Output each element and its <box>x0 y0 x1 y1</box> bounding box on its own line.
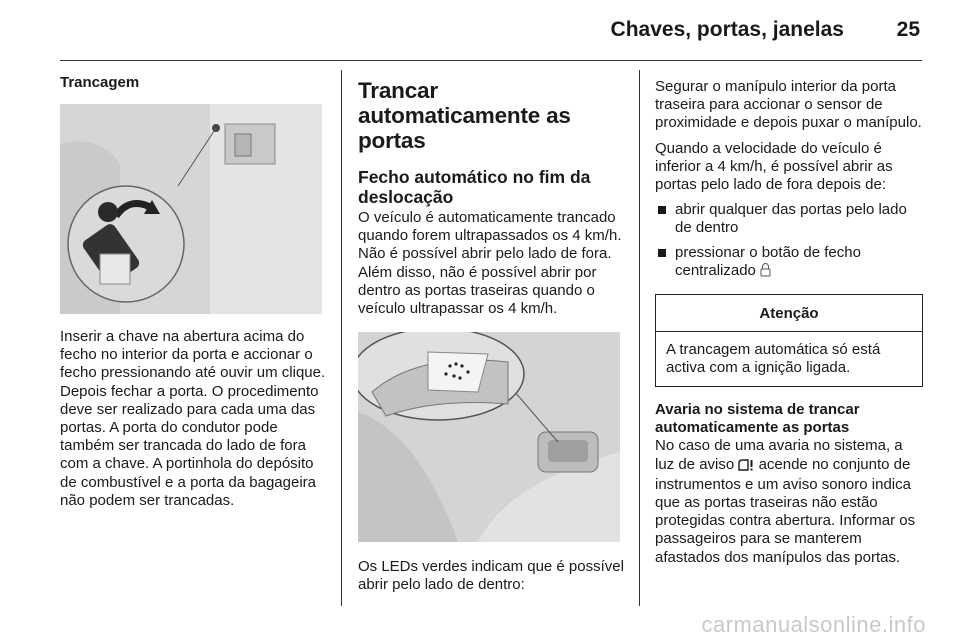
page-header <box>60 0 922 61</box>
subsection-title-auto-lock-end: Fecho automático no fim da deslocação <box>358 167 591 207</box>
list-item-text <box>675 244 923 282</box>
figure-door-key-lock <box>60 104 322 314</box>
list-item <box>655 244 923 282</box>
warning-title: Atenção <box>656 295 922 332</box>
section-title-auto-lock: Trancar automaticamente as portas <box>358 78 571 153</box>
column-3 <box>655 78 923 567</box>
auto-lock-body: O veículo é automaticamente trancado quando forem ultrapassados os 4 km/h. Não é possível abrir pelo lado de fora. Além disso, não é possível abrir por dentro as portas traseiras quando o veículo ultrapassar os 4 km/h. <box>358 209 622 318</box>
fault-heading: Avaria no sistema de trancar automaticamente as portas <box>655 401 860 437</box>
door-handle-illustration <box>358 332 620 542</box>
door-warning-icon <box>738 458 754 476</box>
column-divider-2 <box>639 70 640 606</box>
column-1 <box>60 74 326 510</box>
figure-door-handle-leds <box>358 332 620 542</box>
trancagem-body: Inserir a chave na abertura acima do fecho no interior da porta e accionar o fecho pressionando até ouvir um clique. Depois fechar a porta. O procedimento deve ser realizado para cada uma das portas. A porta do condutor pode também ser trancada do lado de fora com a chave. A portinhola do depósito de combustível e a porta da bagageira não podem ser trancadas. <box>60 328 326 509</box>
header-title: Chaves, portas, janelas <box>610 18 844 41</box>
fault-body <box>655 437 923 566</box>
list-item-text: abrir qualquer das portas pelo lado de dentro <box>675 201 907 237</box>
bullet-square-icon <box>658 249 666 257</box>
watermark: carmanualsonline.info <box>701 612 926 637</box>
led-caption: Os LEDs verdes indicam que é possível abrir pelo lado de dentro: <box>358 558 624 594</box>
door-key-illustration <box>60 104 322 314</box>
page-number: 25 <box>896 18 920 41</box>
column-divider-1 <box>341 70 342 606</box>
list-item <box>655 201 923 237</box>
condition-list <box>655 201 923 282</box>
warning-text: A trancagem automática só está activa com a ignição ligada. <box>666 341 881 377</box>
bullet-square-icon <box>658 206 666 214</box>
fault-text-part-2: acende no conjunto de instrumentos e um aviso sonoro indica que as portas traseiras não estão protegidas contra abertura. Informar os passageiros para se manterem afastados dos manípulos das portas. <box>655 455 916 566</box>
list-item-text-main: pressionar o botão de fecho centralizado <box>675 243 861 279</box>
column-2 <box>358 78 624 595</box>
speed-condition-text: Quando a velocidade do veículo é inferior a 4 km/h, é possível abrir as portas pelo lado de fora depois de: <box>655 139 893 194</box>
warning-box <box>655 294 923 387</box>
lock-icon <box>760 262 771 282</box>
proximity-sensor-text: Segurar o manípulo interior da porta traseira para accionar o sensor de proximidade e depois puxar o manípulo. <box>655 78 922 132</box>
fault-text-part-1: No caso de uma avaria no sistema, a luz de aviso <box>655 437 903 473</box>
section-heading-trancagem: Trancagem <box>60 74 140 91</box>
